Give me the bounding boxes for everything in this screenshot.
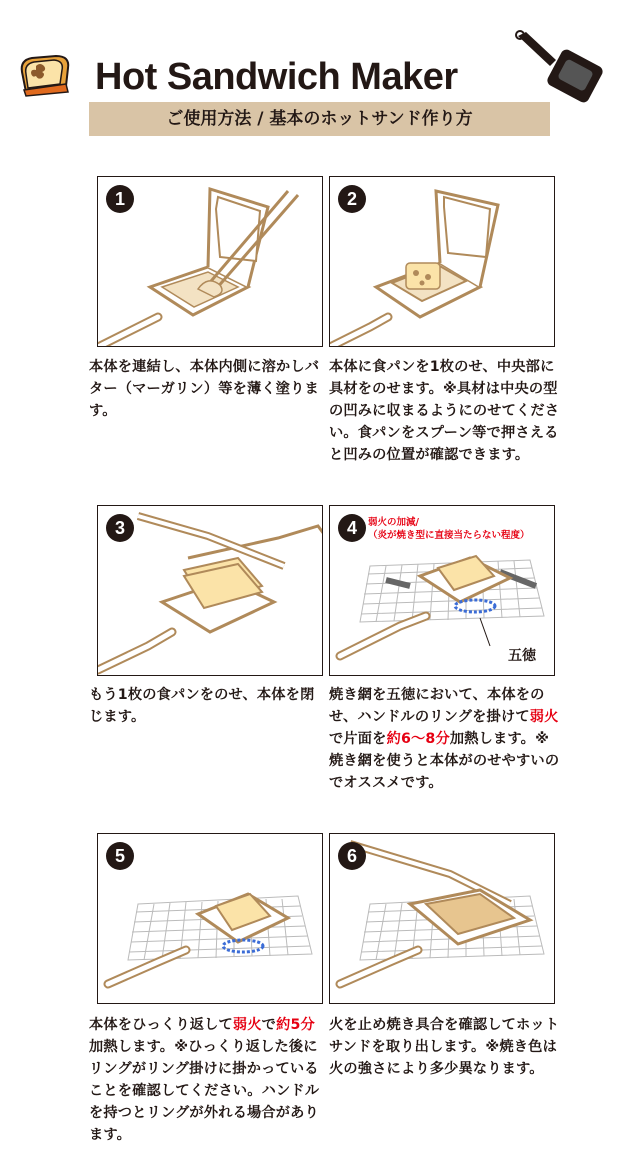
subtitle: ご使用方法 / 基本のホットサンド作り方 [166, 109, 473, 129]
step-4-low-heat: 弱火 [529, 709, 559, 725]
heat-note-line2: （炎が焼き型に直接当たらない程度） [368, 530, 530, 541]
step-4-illustration [329, 505, 555, 676]
subtitle-bar [89, 102, 550, 136]
trivet-label: 五徳 [508, 648, 536, 664]
step-6-text: 火を止め焼き具合を確認してホットサンドを取り出します。※焼き色は火の強さにより多少異なります。 [329, 1017, 560, 1077]
step-5-duration: 約5分 [276, 1017, 315, 1033]
step-1-illustration [97, 176, 323, 347]
step-5-text [89, 1014, 321, 1146]
step-3-illustration [97, 505, 323, 676]
heat-note-line1: 弱火の加減/ [368, 517, 419, 528]
step-number: 2 [338, 185, 366, 213]
heat-note [368, 516, 530, 542]
step-4-duration: 約6～8分 [386, 731, 450, 747]
step-4-text [329, 684, 561, 794]
step-5-low-heat: 弱火 [232, 1017, 262, 1033]
step-4-text-b: で片面を [329, 731, 387, 747]
step-4-text-c: 加熱します。※焼き網を使うと本体がのせやすいのでオススメです。 [329, 731, 560, 791]
page-title: Hot Sandwich Maker [95, 56, 458, 98]
step-5-text-a: 本体をひっくり返して [89, 1017, 233, 1033]
step-number: 6 [338, 842, 366, 870]
step-2-text: 本体に食パンを1枚のせ、中央部に具材をのせます。※具材は中央の型の凹みに収まるようにのせてください。食パンをスプーン等で押さえると凹みの位置が確認できます。 [329, 359, 560, 463]
sandwich-maker-icon [512, 30, 608, 112]
toast-icon [16, 52, 74, 98]
step-number: 5 [106, 842, 134, 870]
step-5-illustration [97, 833, 323, 1004]
step-number: 1 [106, 185, 134, 213]
step-5-text-b: で [261, 1017, 277, 1033]
step-number: 4 [338, 514, 366, 542]
step-4-text-a: 焼き網を五徳において、本体をのせ、ハンドルのリングを掛けて [329, 687, 545, 725]
step-1-text: 本体を連結し、本体内側に溶かしバター（マーガリン）等を薄く塗ります。 [89, 359, 320, 419]
step-5-text-c: 加熱します。※ひっくり返した後にリングがリング掛けに掛かっていることを確認してください。ハンドルを持つとリングが外れる場合があります。 [89, 1039, 320, 1143]
step-number: 3 [106, 514, 134, 542]
step-3-text: もう1枚の食パンをのせ、本体を閉じます。 [89, 687, 315, 725]
step-2-illustration [329, 176, 555, 347]
step-6-illustration [329, 833, 555, 1004]
